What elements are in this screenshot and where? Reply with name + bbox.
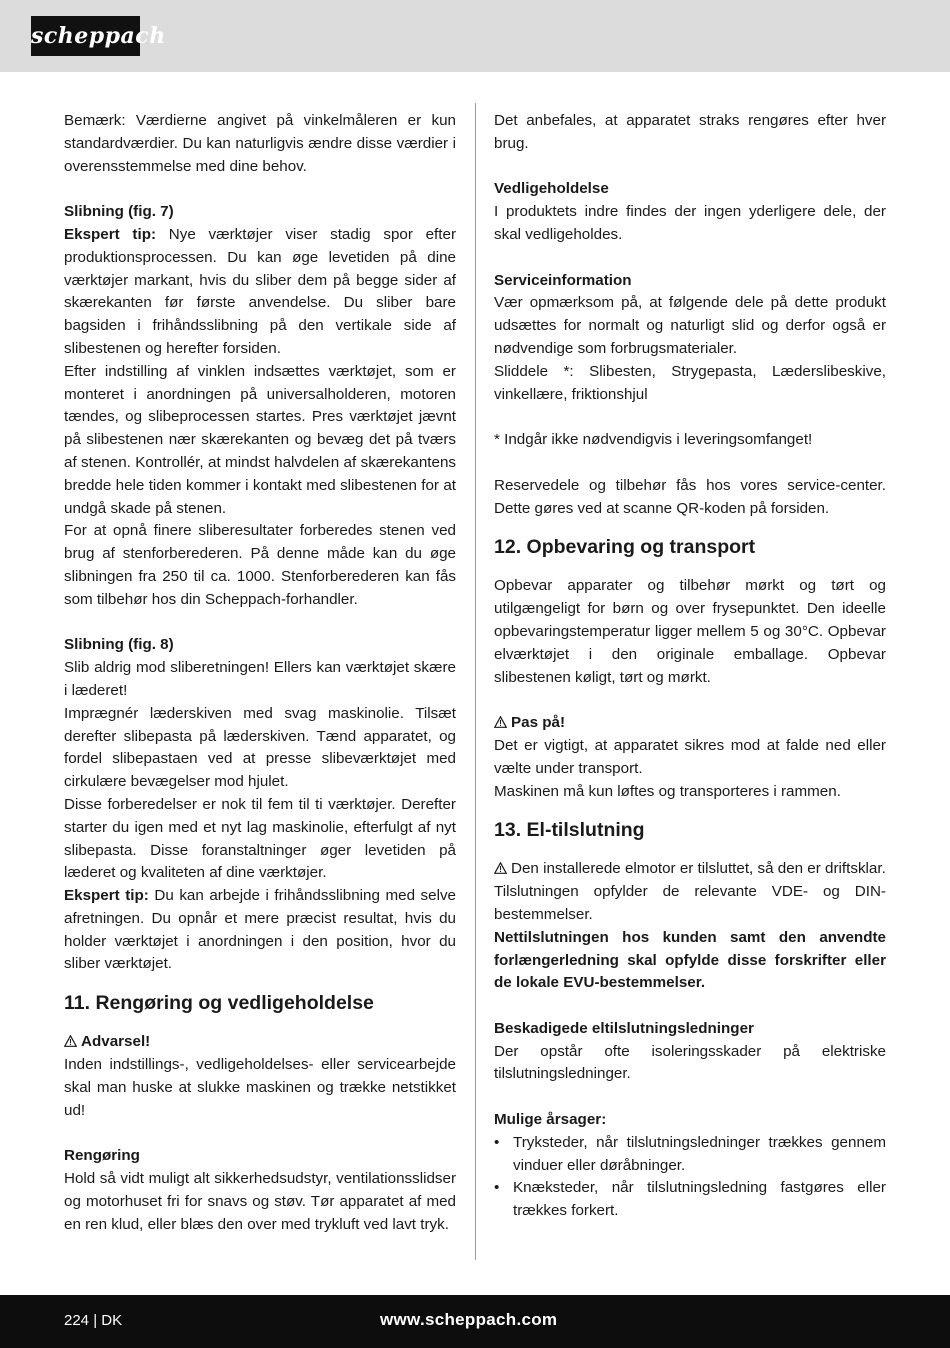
cleaning-paragraph: Hold så vidt muligt alt sikkerhedsudstyr, ventilationsslidser og motorhuset fri for snavs og støv. Tør apparatet af med en ren klud, eller blæs den over med trykluft ved lavt tryk. <box>64 1170 456 1233</box>
bullet-point: • <box>494 1179 500 1197</box>
heading-11-cleaning-maintenance: 11. Rengøring og vedligeholdelse <box>64 992 374 1015</box>
warning-triangle-icon <box>64 1035 77 1047</box>
preparation-paragraph: Disse forberedelser er nok til fem til ti værktøjer. Derefter starter du igen med et nyt lag maskinolie, efterfulgt af nyt slibepasta. Disse foranstaltninger øger levetiden på læderet og kvaliteten af dine værktøjer. <box>64 795 456 882</box>
bullet-point: • <box>494 1133 500 1151</box>
header-bar <box>0 0 950 72</box>
list-item: • Tryksteder, når tilslutningsledninger trækkes gennem vinduer eller døråbninger. <box>494 1133 886 1174</box>
warning-triangle-icon <box>494 862 507 874</box>
heading-12-storage-transport: 12. Opbevaring og transport <box>494 536 756 559</box>
expert-tip-label: Ekspert tip: <box>64 225 157 243</box>
section-title-grinding-fig8: Slibning (fig. 8) <box>64 636 174 654</box>
service-paragraph: Vær opmærksom på, at følgende dele på dette produkt udsættes for normalt og naturligt slid og derfor også er nødvendige som forbrugsmaterialer. <box>494 294 886 357</box>
list-item: • Knæksteder, når tilslutningsledning fastgøres eller trækkes forkert. <box>494 1179 886 1220</box>
leather-paragraph: Imprægnér læderskiven med svag maskinolie. Tilsæt derefter slibepasta på læderskiven. Tænd apparatet, og fordel slibepastaen ved at presse slibeværktøjet med cirkulære bevægelser mod hjulet. <box>64 704 456 791</box>
cleaning-recommendation: Det anbefales, at apparatet straks rengøres efter hver brug. <box>494 112 886 152</box>
footer-bar <box>0 1295 950 1348</box>
electrical-bold-paragraph: Nettilslutningen hos kunden samt den anvendte forlængerledning skal opfylde disse forskrifter eller de lokale EVU-bestemmelser. <box>494 928 886 992</box>
expert-tip-text-2: Du kan arbejde i frihåndsslibning med selve afretningen. Du opnår et mere præcist resultat, hvis du holder værktøjet i anordningen i den position, hvor du sliber værktøjet. <box>64 887 457 973</box>
maintenance-paragraph: I produktets indre findes der ingen yderligere dele, der skal vedligeholdes. <box>494 203 886 243</box>
section-title-maintenance: Vedligeholdelse <box>494 180 609 198</box>
heading-13-electrical-connection: 13. El-tilslutning <box>494 819 645 842</box>
electrical-paragraph-1: Den installerede elmotor er tilsluttet, så den er driftsklar. <box>494 858 886 881</box>
right-column <box>494 110 886 1223</box>
damaged-cables-paragraph: Der opstår ofte isoleringsskader på elektriske tilslutningsledninger. <box>494 1042 886 1083</box>
expert-tip-text: Nye værktøjer viser stadig spor efter produktionsprocessen. Du kan øge levetiden på dine værktøjer markant, hvis du sliber dem på begge sider af skærekanten før første anvendelse. Du sliber bare bagsiden i frihåndsslibning på den vertikale side af slibestenen og herefter forsiden. <box>64 225 456 357</box>
scheppach-logo: scheppach <box>31 16 140 56</box>
electrical-paragraph-2: Tilslutningen opfylder de relevante VDE- og DIN-bestemmelser. <box>494 883 886 923</box>
expert-tip-paragraph <box>64 224 456 361</box>
storage-paragraph: Opbevar apparater og tilbehør mørkt og tørt og utilgængeligt for børn og over frysepunktet. Den ideelle opbevaringstemperatur ligger mellem 5 og 30°C. Opbevar elværktøjet i den originale emballage. Opbevar slibestenen køligt, tørt og mørkt. <box>494 577 886 686</box>
wear-parts-paragraph: Sliddele *: Slibesten, Strygepasta, Læderslibeskive, vinkellære, friktionshjul <box>494 362 886 403</box>
column-divider <box>475 103 476 1260</box>
section-title-cleaning: Rengøring <box>64 1147 140 1165</box>
caution-text-1: Det er vigtigt, at apparatet sikres mod at falde ned eller vælte under transport. <box>494 736 886 777</box>
page-number: 224 | DK <box>64 1312 123 1329</box>
stone-prep-paragraph: For at opnå finere sliberesultater forberedes stenen ved brug af stenforberederen. På denne måde kan du øge slibningen fra 250 til ca. 1000. Stenforberederen kan fås som tilbehør hos din Scheppach-forhandler. <box>64 522 456 608</box>
caution-text-2: Maskinen må kun løftes og transporteres i rammen. <box>494 782 841 800</box>
section-title-grinding-fig7: Slibning (fig. 7) <box>64 203 174 221</box>
left-column <box>64 110 456 1236</box>
section-title-damaged-cables: Beskadigede eltilslutningsledninger <box>494 1019 754 1037</box>
footnote: * Indgår ikke nødvendigvis i leveringsomfanget! <box>494 431 813 449</box>
causes-list <box>494 1132 886 1223</box>
warning-text: Inden indstillings-, vedligeholdelses- eller servicearbejde skal man huske at slukke maskinen og trække netstikket ud! <box>64 1056 456 1119</box>
warning-title: Advarsel! <box>64 1031 456 1054</box>
expert-tip-paragraph-2 <box>64 885 456 976</box>
expert-tip-label-2: Ekspert tip: <box>64 887 149 905</box>
spare-parts-paragraph: Reservedele og tilbehør fås hos vores service-center. Dette gøres ved at scanne QR-koden på forsiden. <box>494 476 886 517</box>
website-link[interactable]: www.scheppach.com <box>380 1310 558 1329</box>
warning-triangle-icon <box>494 716 507 728</box>
note-paragraph: Bemærk: Værdierne angivet på vinkelmåleren er kun standardværdier. Du kan naturligvis ændre disse værdier i overensstemmelse med dine behov. <box>64 112 456 175</box>
caution-title: Pas på! <box>494 712 886 735</box>
grinding-paragraph: Efter indstilling af vinklen indsættes værktøjet, som er monteret i anordningen på universalholderen, motoren tændes, og slibeprocessen startes. Pres værktøjet jævnt på slibestenen nær skærekanten og bevæg det på tværs af stenen. Kontrollér, at mindst halvdelen af skærekantens bredde hele tiden kommer i kontakt med slibestenen for at undgå skade på stenen. <box>64 362 456 517</box>
grinding-warning-paragraph: Slib aldrig mod sliberetningen! Ellers kan værktøjet skære i læderet! <box>64 659 456 699</box>
section-title-service: Serviceinformation <box>494 271 632 289</box>
section-title-possible-causes: Mulige årsager: <box>494 1111 607 1129</box>
